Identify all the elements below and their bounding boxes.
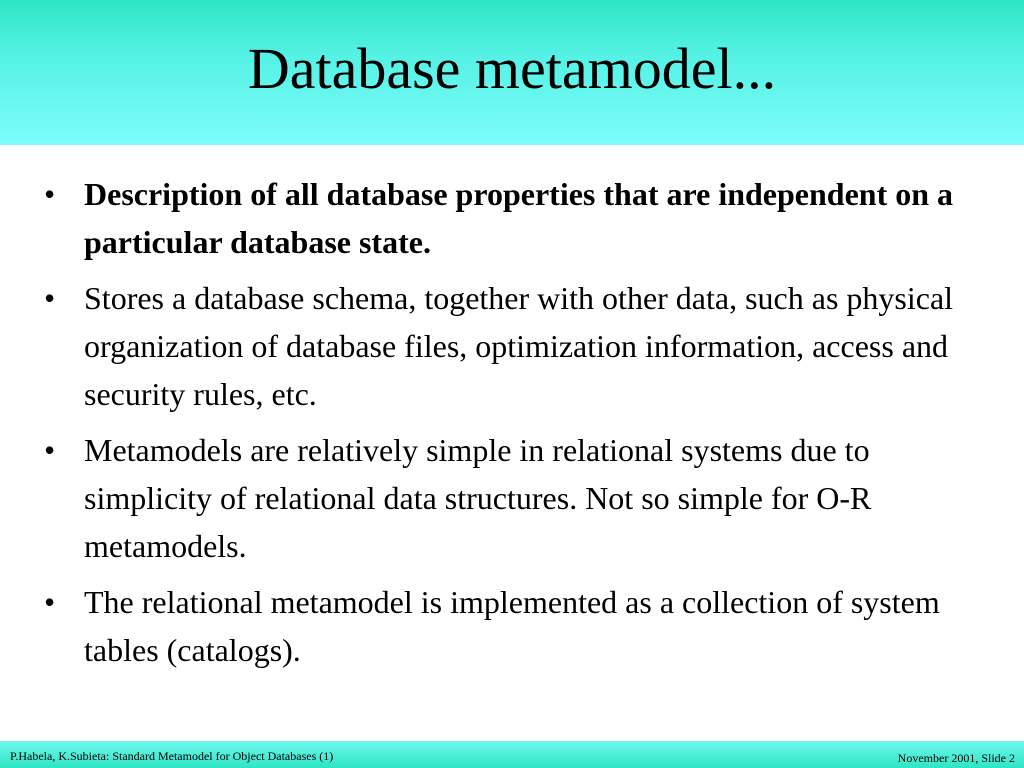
bullet-list <box>44 170 994 682</box>
bullet-item <box>44 274 994 418</box>
bullet-text: Description of all database properties that are independent on a particular database state. <box>84 176 954 260</box>
bullet-dot-icon: • <box>44 432 56 468</box>
bullet-item <box>44 578 994 674</box>
footer-slide-number: November 2001, Slide 2 <box>897 751 1015 765</box>
bullet-item <box>44 170 994 266</box>
bullet-text: Stores a database schema, together with other data, such as physical organization of database files, optimization information, access and security rules, etc. <box>84 280 954 412</box>
bullet-dot-icon: • <box>44 176 56 212</box>
bullet-dot-icon: • <box>44 280 56 316</box>
slide-title: Database metamodel... <box>247 36 777 101</box>
footer-citation: P.Habela, K.Subieta: Standard Metamodel for Object Databases (1) <box>10 749 334 763</box>
bullet-text: Metamodels are relatively simple in relational systems due to simplicity of relational data structures. Not so simple for O-R metamodels. <box>84 432 872 564</box>
bullet-dot-icon: • <box>44 584 56 620</box>
bullet-text: The relational metamodel is implemented as a collection of system tables (catalogs). <box>84 584 940 668</box>
bullet-item <box>44 426 994 570</box>
